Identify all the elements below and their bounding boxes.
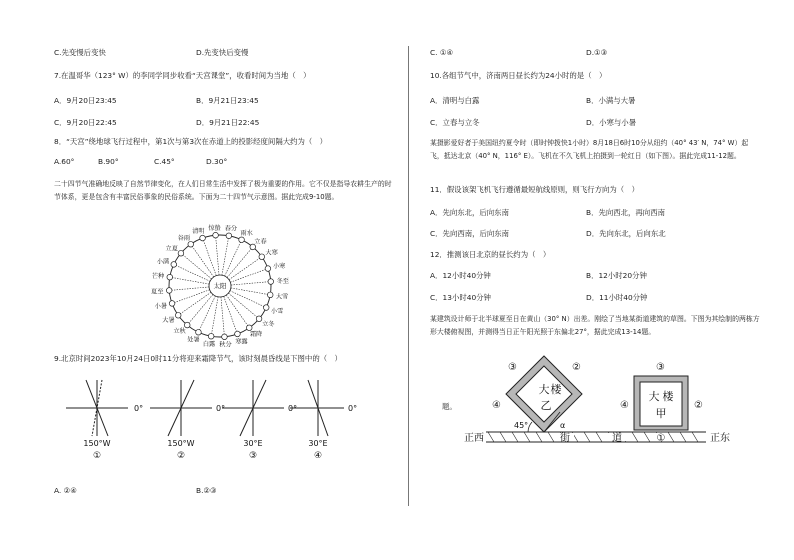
solar-terms-intro: 二十四节气准确地反映了自然节律变化，在人们日常生活中发挥了极为重要的作用。它不仅是指导农耕生产的时节体系，更是包含有丰富民俗事象的民俗系统。下面为二十四节气示意图。据此完成9-10题。 xyxy=(54,180,392,201)
street-char-1: 街 xyxy=(560,433,570,444)
q12-option-b: B．12小时20分钟 xyxy=(586,271,647,280)
earth-position-node xyxy=(239,237,245,243)
solar-term-label: 处暑 xyxy=(187,336,200,344)
solar-term-label: 小雪 xyxy=(270,307,284,315)
wheel-spoke xyxy=(231,288,270,295)
column-divider xyxy=(408,46,409,506)
solar-term-label: 大雪 xyxy=(275,293,289,301)
q11-option-c: C．先向西南，后向东南 xyxy=(430,229,510,238)
wheel-spoke xyxy=(172,290,210,304)
q11-option-a: A．先向东北，后向东南 xyxy=(430,208,509,217)
q10-option-a: A．清明与白露 xyxy=(430,96,480,105)
q6-option-c: C.先变慢后变快 xyxy=(54,48,106,57)
solar-term-label: 谷雨 xyxy=(177,235,191,243)
q12-option-a: A．12小时40分钟 xyxy=(430,271,491,280)
fig3-number: ③ xyxy=(248,451,258,461)
solar-term-label: 小暑 xyxy=(154,303,167,311)
q8-option-d: D.30° xyxy=(206,157,228,166)
wheel-spoke xyxy=(228,293,259,319)
wheel-spoke xyxy=(181,253,212,279)
street-char-2: 道 xyxy=(612,433,622,444)
building-yi-char-3: 乙 xyxy=(540,399,552,412)
terminator-figure-2 xyxy=(150,380,225,461)
q10-option-d: D．小寒与小暑 xyxy=(586,118,637,127)
q6-option-d: D.先变快后变慢 xyxy=(196,48,249,57)
q12-stem: 12．推测该日北京的昼长约为（ ） xyxy=(430,250,551,259)
fig2-equator-label: 0° xyxy=(216,404,226,413)
earth-position-node xyxy=(268,279,274,285)
q9-option-a: A. ②④ xyxy=(54,486,77,495)
terminator-figure-3 xyxy=(222,380,297,461)
q11-stem: 11．假设该架飞机飞行遵循最短航线原则，则飞行方向为（ ） xyxy=(430,185,639,194)
q12-option-d: D．11小时40分钟 xyxy=(586,293,648,302)
terminator-figure-1 xyxy=(66,380,143,461)
earth-position-node xyxy=(188,241,194,247)
wheel-spoke xyxy=(226,295,249,328)
wheel-spoke xyxy=(225,240,242,276)
solar-term-label: 立冬 xyxy=(262,320,275,328)
fig3-equator-label: 0° xyxy=(288,404,298,413)
earth-position-node xyxy=(171,262,177,268)
street-side-1: ① xyxy=(656,433,666,444)
solar-term-label: 霜降 xyxy=(249,331,263,339)
solar-term-label: 大暑 xyxy=(162,316,175,324)
q9-terminator-figures xyxy=(54,374,374,466)
earth-position-node xyxy=(166,288,172,294)
wheel-spoke xyxy=(174,264,210,281)
solar-term-label: 立秋 xyxy=(173,328,186,336)
earth-position-node xyxy=(200,235,206,241)
solar-term-label: 春分 xyxy=(224,225,238,233)
solar-term-label: 芒种 xyxy=(151,273,165,281)
building-yi-side-2: ② xyxy=(572,362,581,373)
solar-term-label: 雨水 xyxy=(240,230,253,238)
fig3-longitude: 30°E xyxy=(243,439,263,448)
building-jia-char-2: 楼 xyxy=(662,390,674,403)
q9-stem: 9.北京时间2023年10月24日0时11分将迎来霜降节气，该时刻晨昏线是下图中的（ ） xyxy=(54,354,342,363)
q7-option-b: B．9月21日23:45 xyxy=(196,96,259,105)
fig1-equator-label: 0° xyxy=(134,404,144,413)
wheel-spoke xyxy=(230,269,268,283)
solar-term-label: 惊蛰 xyxy=(208,224,221,232)
q10-option-c: C．立春与立冬 xyxy=(430,118,480,127)
wheel-spoke xyxy=(227,247,253,278)
earth-position-node xyxy=(267,292,273,298)
earth-position-node xyxy=(169,301,175,307)
building-jia-char-3: 甲 xyxy=(655,407,667,420)
earth-position-node xyxy=(175,312,181,318)
earth-position-node xyxy=(265,266,271,272)
building-jia-side-3: ③ xyxy=(656,362,665,373)
q7-stem: 7.在温哥华（123° W）的李同学同步收看“天宫课堂”，收看时间为当地（ ） xyxy=(54,71,311,80)
alpha-label: α xyxy=(560,421,566,430)
earth-position-node xyxy=(178,250,184,256)
solar-term-label: 立夏 xyxy=(165,245,178,253)
q10-stem: 10.各组节气中，济南两日昼长约为24小时的是（ ） xyxy=(430,71,607,80)
earth-position-node xyxy=(256,316,262,322)
solar-term-label: 白露 xyxy=(202,340,216,348)
fig4-longitude: 30°E xyxy=(308,439,328,448)
label-due-east: 正东 xyxy=(710,433,730,444)
fig1-longitude: 150°W xyxy=(83,439,111,448)
earth-position-node xyxy=(167,274,173,280)
earth-position-node xyxy=(259,254,265,260)
wheel-spoke xyxy=(231,282,271,285)
wheel-spoke xyxy=(191,244,214,277)
earth-position-node xyxy=(222,334,228,340)
solar-terms-wheel-diagram xyxy=(130,224,310,348)
solar-term-label: 小满 xyxy=(156,258,170,266)
solar-term-label: 冬至 xyxy=(276,278,289,286)
label-due-west: 正西 xyxy=(464,433,484,444)
solar-term-label: 秋分 xyxy=(219,341,232,348)
q8-option-c: C.45° xyxy=(154,157,175,166)
q12-option-c: C．13小时40分钟 xyxy=(430,293,491,302)
earth-position-node xyxy=(235,331,241,337)
wheel-spoke xyxy=(170,277,209,284)
wheel-spoke xyxy=(216,235,219,275)
earth-position-node xyxy=(196,329,202,335)
building-yi-char-1: 大 xyxy=(538,383,550,396)
fig2-number: ② xyxy=(176,451,186,461)
q9-option-b: B.②③ xyxy=(196,486,217,495)
solar-term-label: 寒露 xyxy=(235,338,248,346)
q7-option-d: D．9月21日22:45 xyxy=(196,118,260,127)
q10-option-b: B．小满与大暑 xyxy=(586,96,636,105)
solar-term-label: 清明 xyxy=(192,228,205,236)
wheel-spoke xyxy=(187,294,213,325)
flight-intro: 某摄影爱好者于美国纽约夏令时（即时钟拨快1小时）8月18日6时10分从纽约（40° 43′ N，74° W）起飞，抵达北京（40° N，116° E）。飞机在不久飞机上拍摄到一轮红日（如下图）。据此完成11-12题。 xyxy=(430,139,749,160)
q7-option-c: C．9月20日22:45 xyxy=(54,118,117,127)
solar-term-label: 立春 xyxy=(254,238,267,246)
q9-option-d: D.①③ xyxy=(586,48,608,57)
sun-label: 太阳 xyxy=(213,282,227,290)
building-yi-side-4: ④ xyxy=(492,400,501,411)
wheel-spoke xyxy=(229,257,262,280)
earth-position-node xyxy=(208,333,214,339)
fig4-number: ④ xyxy=(313,451,323,461)
terminator-figure-4 xyxy=(290,380,357,461)
solar-term-label: 夏至 xyxy=(151,288,164,296)
question-tail: 题。 xyxy=(442,402,457,411)
building-jia-char-1: 大 xyxy=(648,390,660,403)
architect-intro: 某建筑设计师于北半球夏至日在黄山（30° N）出差。刚绘了当地某街道建筑的草图。下图为其绘制的两栋方形大楼俯视图，并测得当日正午阳光照于东偏北27°，据此完成13-14题。 xyxy=(430,315,760,336)
wheel-spoke xyxy=(211,297,218,336)
q9-option-c: C. ①④ xyxy=(430,48,454,57)
wheel-spoke xyxy=(203,238,217,276)
earth-position-node xyxy=(226,233,232,239)
angle-45-label: 45° xyxy=(514,421,529,430)
building-jia-side-4: ④ xyxy=(620,400,629,411)
q8-stem: 8．“天宫”绕地球飞行过程中，第1次与第3次在赤道上的投影经度间隔大约为（ ） xyxy=(54,137,328,146)
wheel-spoke xyxy=(224,296,238,334)
wheel-spoke xyxy=(230,291,266,308)
fig2-longitude: 150°W xyxy=(167,439,195,448)
wheel-spoke xyxy=(198,296,215,332)
q8-option-b: B.90° xyxy=(98,157,119,166)
building-yi-side-3: ③ xyxy=(508,362,517,373)
q7-option-a: A．9月20日23:45 xyxy=(54,96,117,105)
earth-position-node xyxy=(263,305,269,311)
earth-position-node xyxy=(213,232,219,238)
q11-option-b: B．先向西北，再向西南 xyxy=(586,208,665,217)
earth-position-node xyxy=(184,322,190,328)
fig4-equator-label: 0° xyxy=(348,404,358,413)
earth-position-node xyxy=(246,325,252,331)
wheel-spoke xyxy=(221,297,224,337)
q11-option-d: D．先向东北，后向东北 xyxy=(586,229,666,238)
wheel-spoke xyxy=(222,236,229,275)
solar-term-label: 大寒 xyxy=(265,249,278,257)
solar-term-label: 小寒 xyxy=(273,263,286,271)
building-yi-char-2: 楼 xyxy=(550,383,562,396)
buildings-diagram xyxy=(458,346,744,454)
wheel-spoke xyxy=(169,287,209,290)
wheel-spoke xyxy=(178,292,211,315)
building-jia-side-2: ② xyxy=(694,400,703,411)
fig1-number: ① xyxy=(92,451,102,461)
q8-option-a: A.60° xyxy=(54,157,75,166)
